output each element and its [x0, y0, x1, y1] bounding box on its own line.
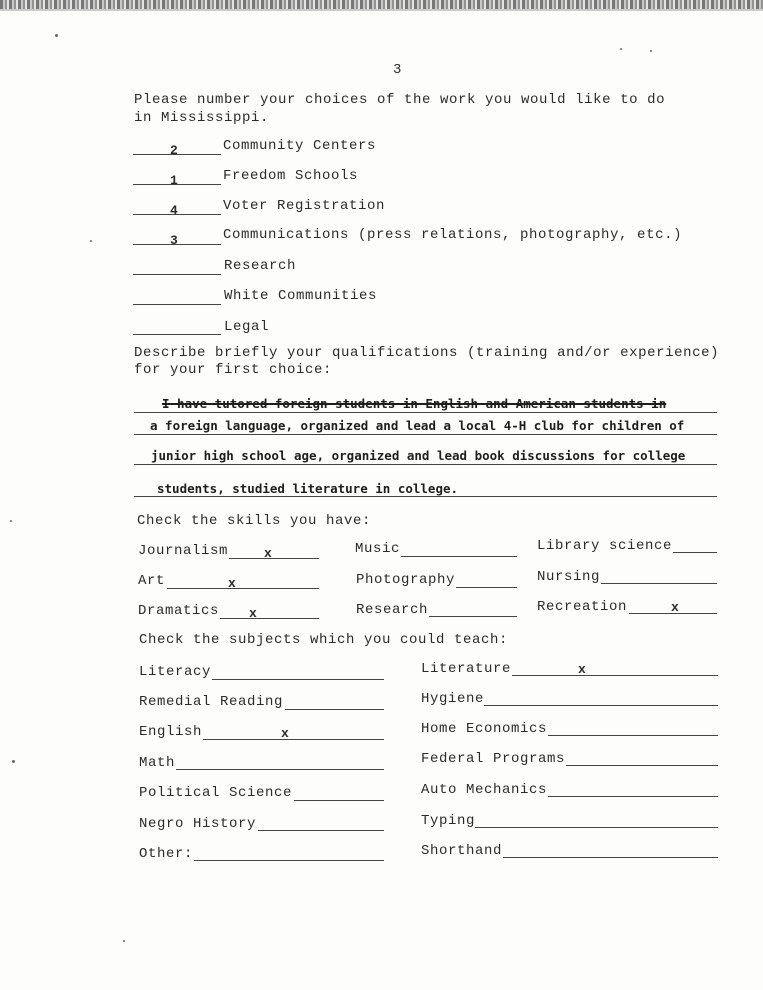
subject-federal-programs-blank[interactable]: [566, 765, 718, 766]
answer-rule: [134, 412, 717, 413]
subject-label: Literacy: [139, 664, 212, 680]
subject-label: Remedial Reading: [139, 694, 284, 710]
subject-literacy-blank[interactable]: [212, 679, 384, 680]
subject-literature-mark: x: [578, 662, 586, 677]
subject-negro-history-blank[interactable]: [258, 830, 384, 831]
choice-label: Community Centers: [223, 138, 377, 154]
skill-label: Nursing: [537, 569, 601, 585]
subject-english-blank[interactable]: [203, 739, 384, 740]
qualifications-prompt-line-1: Describe briefly your qualifications (training and/or experience): [134, 345, 720, 361]
choice-blank[interactable]: [133, 304, 221, 305]
scan-speck: [620, 48, 622, 50]
choice-blank[interactable]: [133, 334, 221, 335]
skill-label: Journalism: [138, 543, 229, 559]
choice-rank: 2: [170, 143, 178, 158]
scan-speck: [12, 760, 15, 763]
skill-label: Photography: [356, 572, 456, 588]
subject-label: Shorthand: [421, 843, 503, 859]
qualifications-answer-line-4: students, studied literature in college.: [157, 481, 459, 496]
answer-rule: [134, 496, 717, 497]
subject-other-blank[interactable]: [194, 860, 384, 861]
subject-label: Political Science: [139, 785, 293, 801]
skill-art-blank[interactable]: [167, 588, 319, 589]
skill-journalism-blank[interactable]: [229, 558, 319, 559]
subject-hygiene-blank[interactable]: [484, 705, 718, 706]
skill-dramatics-mark: x: [249, 606, 257, 621]
subject-typing-blank[interactable]: [475, 827, 718, 828]
qualifications-answer-line-2: a foreign language, organized and lead a local 4-H club for children of: [150, 418, 685, 433]
intro-line-2: in Mississippi.: [134, 110, 270, 126]
subject-label: Math: [139, 755, 176, 771]
skill-label: Research: [356, 602, 429, 618]
choice-rank: 1: [170, 173, 178, 188]
skill-journalism-mark: x: [264, 546, 272, 561]
qualifications-prompt-line-2: for your first choice:: [134, 362, 333, 378]
skill-library-science-blank[interactable]: [673, 552, 717, 553]
subject-literature-blank[interactable]: [512, 675, 718, 676]
qualifications-answer-line-1: I have tutored foreign students in English and American students in: [162, 396, 667, 411]
subjects-heading: Check the subjects which you could teach:: [139, 632, 509, 648]
scan-speck: [10, 520, 12, 522]
subject-auto-mechanics-blank[interactable]: [548, 796, 718, 797]
choice-blank[interactable]: [133, 274, 221, 275]
subject-label: Typing: [421, 813, 476, 829]
subject-label: Literature: [421, 661, 512, 677]
scan-speck: [90, 240, 92, 242]
choice-label: White Communities: [224, 288, 378, 304]
skill-dramatics-blank[interactable]: [220, 618, 319, 619]
qualifications-answer-line-3: junior high school age, organized and lead book discussions for college: [151, 448, 686, 463]
subject-label: Hygiene: [421, 691, 485, 707]
scan-speck: [123, 940, 125, 942]
skill-label: Recreation: [537, 599, 628, 615]
subject-label: Federal Programs: [421, 751, 566, 767]
subject-political-science-blank[interactable]: [294, 800, 384, 801]
skill-label: Music: [355, 541, 401, 557]
choice-label: Communications (press relations, photography, etc.): [223, 227, 683, 243]
skill-research-blank[interactable]: [429, 616, 517, 617]
choice-label: Freedom Schools: [223, 168, 359, 184]
page-number: 3: [393, 62, 403, 78]
subject-label: English: [139, 724, 203, 740]
skill-label: Art: [138, 573, 166, 589]
scan-speck: [650, 50, 652, 52]
subject-label: Other:: [139, 846, 194, 862]
intro-line-1: Please number your choices of the work you would like to do: [134, 92, 666, 108]
choice-label: Research: [224, 258, 297, 274]
subject-label: Auto Mechanics: [421, 782, 548, 798]
skill-art-mark: x: [228, 576, 236, 591]
subject-math-blank[interactable]: [176, 769, 384, 770]
subject-label: Home Economics: [421, 721, 548, 737]
skill-recreation-mark: x: [671, 600, 679, 615]
answer-rule: [134, 434, 717, 435]
choice-label: Voter Registration: [223, 198, 386, 214]
skill-photography-blank[interactable]: [456, 587, 517, 588]
scan-edge: [0, 0, 763, 9]
subject-english-mark: x: [281, 726, 289, 741]
skill-nursing-blank[interactable]: [601, 583, 717, 584]
subject-label: Negro History: [139, 816, 257, 832]
choice-label: Legal: [224, 319, 270, 335]
scan-edge-shadow: [0, 9, 763, 11]
subject-home-economics-blank[interactable]: [548, 735, 718, 736]
choice-rank: 3: [170, 233, 178, 248]
choice-rank: 4: [170, 203, 178, 218]
answer-rule: [134, 464, 717, 465]
subject-remedial-reading-blank[interactable]: [285, 709, 384, 710]
skill-label: Dramatics: [138, 603, 220, 619]
subject-shorthand-blank[interactable]: [503, 857, 718, 858]
scan-speck: [55, 34, 58, 37]
skill-music-blank[interactable]: [401, 556, 517, 557]
skill-label: Library science: [537, 538, 673, 554]
skills-heading: Check the skills you have:: [137, 513, 372, 529]
